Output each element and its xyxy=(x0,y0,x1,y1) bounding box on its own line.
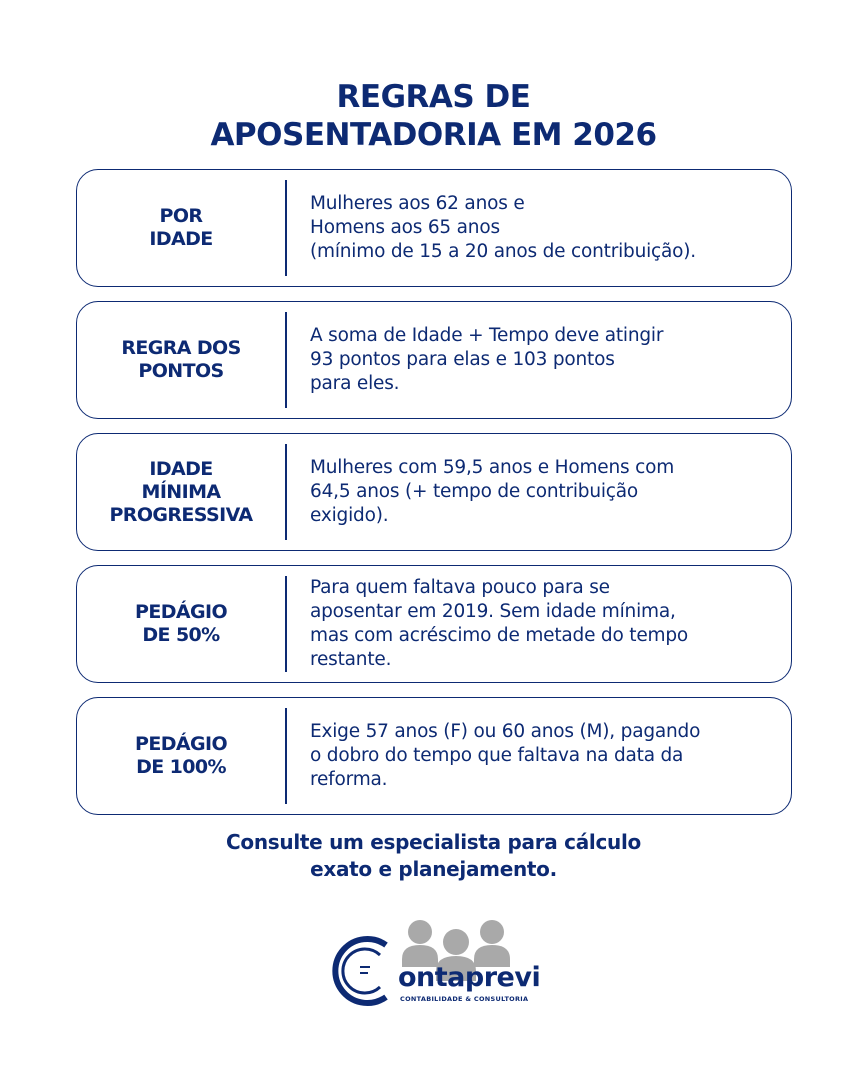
rule-card-pedagio-50 xyxy=(76,565,792,683)
rule-card-idade-minima-progressiva xyxy=(76,433,792,551)
rule-card-pedagio-100 xyxy=(76,697,792,815)
rule-label: IDADE MÍNIMA PROGRESSIVA xyxy=(109,457,253,526)
rule-description: Mulheres aos 62 anos e Homens aos 65 anos (mínimo de 15 a 20 anos de contribuição). xyxy=(310,193,696,262)
rule-label: POR IDADE xyxy=(149,205,213,250)
rule-label: REGRA DOS PONTOS xyxy=(121,337,241,382)
rule-description: Mulheres com 59,5 anos e Homens com 64,5 anos (+ tempo de contribuição exigido). xyxy=(310,457,675,526)
cta-line-2: exato e planejamento. xyxy=(310,857,557,881)
rule-label: PEDÁGIO DE 100% xyxy=(135,733,227,778)
rule-description: Exige 57 anos (F) ou 60 anos (M), pagando o dobro do tempo que faltava na data da reforma. xyxy=(310,721,701,790)
divider xyxy=(285,180,287,276)
rule-description: Para quem faltava pouco para se aposentar em 2019. Sem idade mínima, mas com acréscimo de metade do tempo restante. xyxy=(310,577,688,670)
title-line-1: REGRAS DE xyxy=(336,79,531,115)
rules-list xyxy=(76,169,792,829)
contaprevi-logo xyxy=(330,915,540,1015)
rule-label: PEDÁGIO DE 50% xyxy=(135,601,227,646)
rule-card-por-idade xyxy=(76,169,792,287)
divider xyxy=(285,312,287,408)
cta-line-1: Consulte um especialista para cálculo xyxy=(226,830,641,854)
divider xyxy=(285,708,287,804)
divider xyxy=(285,576,287,672)
rule-description: A soma de Idade + Tempo deve atingir 93 pontos para elas e 103 pontos para eles. xyxy=(310,325,664,394)
brand-tagline: CONTABILIDADE & CONSULTORIA xyxy=(400,995,529,1003)
page-title xyxy=(0,78,867,154)
title-line-2: APOSENTADORIA EM 2026 xyxy=(210,117,657,153)
call-to-action xyxy=(0,829,867,883)
brand-name: ontaprevi xyxy=(398,962,541,993)
rule-card-regra-dos-pontos xyxy=(76,301,792,419)
divider xyxy=(285,444,287,540)
